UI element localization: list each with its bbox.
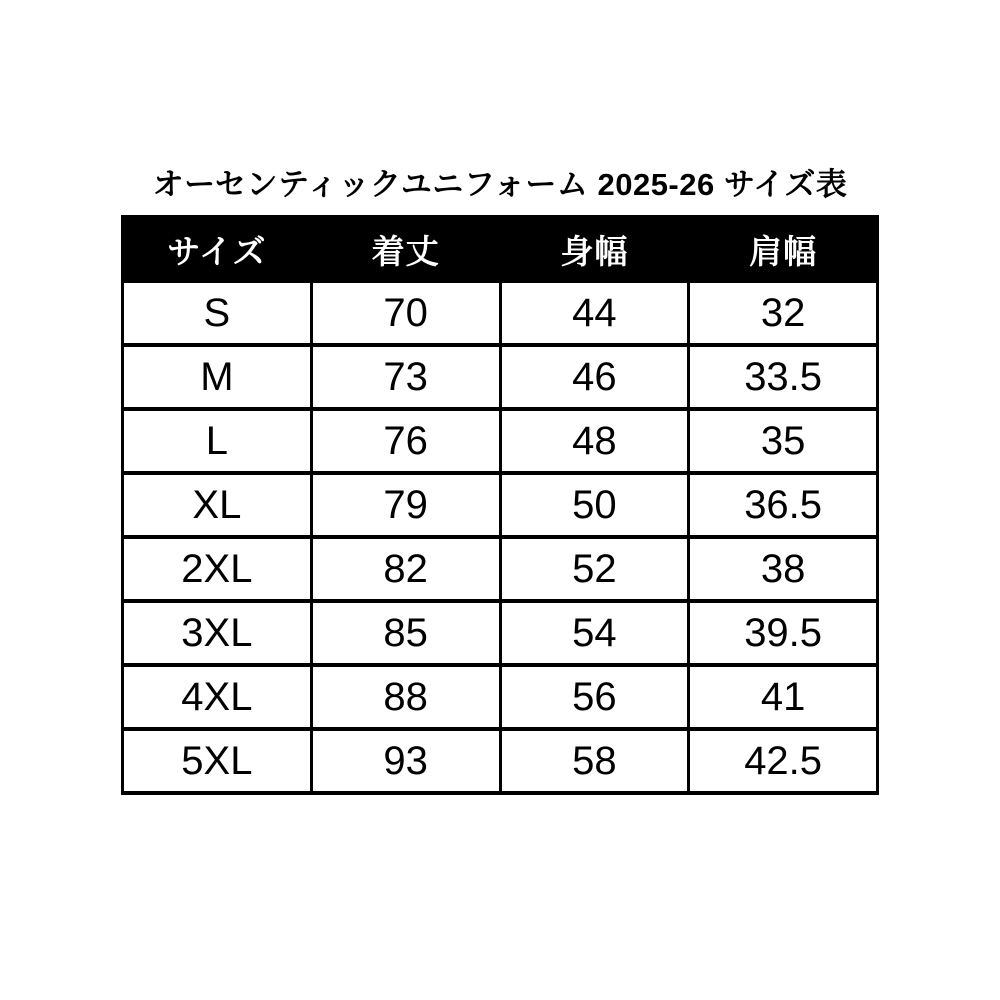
length-cell: 85 [311, 601, 500, 665]
length-cell: 88 [311, 665, 500, 729]
header-cell-width: 身幅 [500, 217, 689, 281]
width-cell: 50 [500, 473, 689, 537]
page-title: オーセンティックユニフォーム 2025-26 サイズ表 [152, 167, 848, 202]
shoulder-cell: 41 [689, 665, 878, 729]
length-cell: 82 [311, 537, 500, 601]
size-chart-table [121, 215, 879, 795]
table-row [123, 345, 878, 409]
width-cell: 54 [500, 601, 689, 665]
table-row [123, 281, 878, 345]
shoulder-cell: 36.5 [689, 473, 878, 537]
table-row [123, 665, 878, 729]
size-cell: L [123, 409, 312, 473]
length-cell: 93 [311, 729, 500, 793]
length-cell: 70 [311, 281, 500, 345]
size-cell: 2XL [123, 537, 312, 601]
size-cell: 3XL [123, 601, 312, 665]
width-cell: 44 [500, 281, 689, 345]
shoulder-cell: 42.5 [689, 729, 878, 793]
size-cell: M [123, 345, 312, 409]
header-row [123, 217, 878, 281]
shoulder-cell: 33.5 [689, 345, 878, 409]
table-row [123, 601, 878, 665]
length-cell: 76 [311, 409, 500, 473]
length-cell: 79 [311, 473, 500, 537]
size-cell: 4XL [123, 665, 312, 729]
table-row [123, 729, 878, 793]
width-cell: 52 [500, 537, 689, 601]
width-cell: 58 [500, 729, 689, 793]
shoulder-cell: 32 [689, 281, 878, 345]
shoulder-cell: 35 [689, 409, 878, 473]
shoulder-cell: 39.5 [689, 601, 878, 665]
table-row [123, 537, 878, 601]
table-body [123, 281, 878, 793]
size-cell: XL [123, 473, 312, 537]
width-cell: 46 [500, 345, 689, 409]
length-cell: 73 [311, 345, 500, 409]
width-cell: 48 [500, 409, 689, 473]
shoulder-cell: 38 [689, 537, 878, 601]
header-cell-shoulder: 肩幅 [689, 217, 878, 281]
size-cell: S [123, 281, 312, 345]
header-cell-size: サイズ [123, 217, 312, 281]
table-header [123, 217, 878, 281]
table-row [123, 473, 878, 537]
width-cell: 56 [500, 665, 689, 729]
size-cell: 5XL [123, 729, 312, 793]
table-row [123, 409, 878, 473]
header-cell-length: 着丈 [311, 217, 500, 281]
